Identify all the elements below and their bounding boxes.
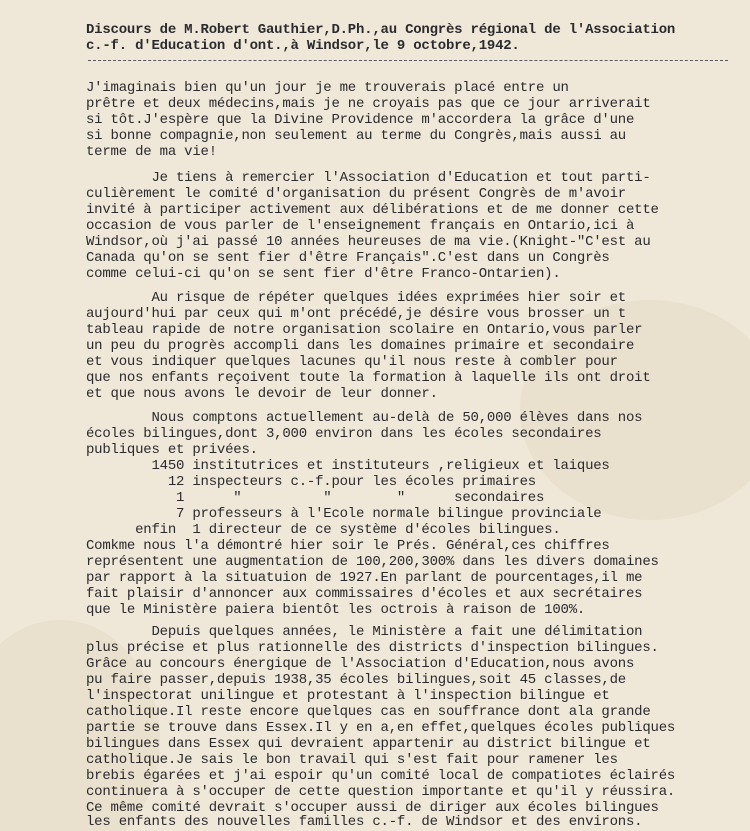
text-line: Au risque de répéter quelques idées exprimées hier soir et (86, 290, 626, 306)
text-line: bilingues dans Essex qui devraient appartenir au district bilingue et (86, 736, 651, 752)
staff-list-item: enfin 1 directeur de ce système d'écoles bilingues. (86, 522, 561, 538)
text-line: que le Ministère paiera bientôt les octrois à raison de 100%. (86, 602, 586, 618)
text-line: comme celui-ci qu'on se sent fier d'être Franco-Ontarien). (86, 266, 561, 282)
text-line: si bonne compagnie,non seulement au terme du Congrès,mais aussi au (86, 128, 626, 144)
staff-list-item: 12 inspecteurs c.-f.pour les écoles primaires (86, 474, 536, 490)
text-line: si tôt.J'espère que la Divine Providence m'accordera la grâce d'une (86, 112, 635, 128)
text-line: Grâce au concours énergique de l'Association d'Education,nous avons (86, 656, 635, 672)
text-line: Canada qu'on se sent fier d'être Français".C'est dans un Congrès (86, 250, 610, 266)
text-line: prêtre et deux médecins,mais je ne croyais pas que ce jour arriverait (86, 96, 651, 112)
text-line: catholique.Il reste encore quelques cas en souffrance dont ala grande (86, 704, 651, 720)
text-line: écoles bilingues,dont 3,000 environ dans les écoles secondaires (86, 426, 602, 442)
heading-underline (88, 60, 728, 61)
text-line: aujourd'hui par ceux qui m'ont précédé,je désire vous brosser un t (86, 306, 626, 322)
text-line: pu faire passer,depuis 1938,35 écoles bilingues,soit 45 classes,de (86, 672, 626, 688)
text-line: Nous comptons actuellement au-delà de 50,000 élèves dans nos (86, 410, 643, 426)
text-line: Ce même comité devrait s'occuper aussi de diriger aux écoles bilingues (86, 800, 659, 816)
text-line: Depuis quelques années, le Ministère a fait une délimitation (86, 624, 643, 640)
text-line: Je tiens à remercier l'Association d'Education et tout parti- (86, 170, 651, 186)
heading-line: Discours de M.Robert Gauthier,D.Ph.,au Congrès régional de l'Association (86, 22, 676, 38)
text-line: culièrement le comité d'organisation du présent Congrès de m'avoir (86, 186, 626, 202)
heading-line: c.-f. d'Education d'ont.,à Windsor,le 9 octobre,1942. (86, 38, 520, 54)
text-line: J'imaginais bien qu'un jour je me trouverais placé entre un (86, 80, 569, 96)
text-line: représentent une augmentation de 100,200,300% dans les divers domaines (86, 554, 659, 570)
text-line: terme de ma vie! (86, 144, 217, 160)
text-line: invité à participer activement aux délibérations et de me donner cette (86, 202, 659, 218)
staff-list-item: 1 " " " secondaires (86, 490, 545, 506)
text-line: plus précise et plus rationnelle des districts d'inspection bilingues. (86, 640, 659, 656)
text-line: brebis égarées et j'ai espoir qu'un comité local de compatiotes éclairés (86, 768, 676, 784)
text-line: continuera à s'occuper de cette question importante et qu'il y réussira. (86, 784, 676, 800)
text-line: occasion de vous parler de l'enseignement français en Ontario,ici à (86, 218, 635, 234)
text-line: Windsor,où j'ai passé 10 années heureuses de ma vie.(Knight-"C'est au (86, 234, 651, 250)
text-line: tableau rapide de notre organisation scolaire en Ontario,vous parler (86, 322, 643, 338)
text-line: catholique.Je sais le bon travail qui s'est fait pour ramener les (86, 752, 618, 768)
text-line: et que nous avons le devoir de leur donner. (86, 386, 438, 402)
staff-list-item: 1450 institutrices et instituteurs ,religieux et laiques (86, 458, 610, 474)
text-line: l'inspectorat unilingue et protestant à l'inspection bilingue et (86, 688, 610, 704)
text-line: partie se trouve dans Essex.Il y en a,en effet,quelques écoles publiques (86, 720, 676, 736)
text-line: Comkme nous l'a démontré hier soir le Prés. Général,ces chiffres (86, 538, 610, 554)
text-line: publiques et privées. (86, 442, 258, 458)
text-line: et vous indiquer quelques lacunes qu'il nous reste à combler pour (86, 354, 618, 370)
text-line: fait plaisir d'annoncer aux commissaires d'écoles et aux secrétaires (86, 586, 643, 602)
text-line: les enfants des nouvelles familles c.-f. de Windsor et des environs. (86, 814, 643, 830)
text-line: un peu du progrès accompli dans les domaines primaire et secondaire (86, 338, 635, 354)
text-line: que nos enfants reçoivent toute la formation à laquelle ils ont droit (86, 370, 651, 386)
text-line: par rapport à la situatuion de 1927.En parlant de pourcentages,il me (86, 570, 643, 586)
staff-list-item: 7 professeurs à l'Ecole normale bilingue provinciale (86, 506, 602, 522)
